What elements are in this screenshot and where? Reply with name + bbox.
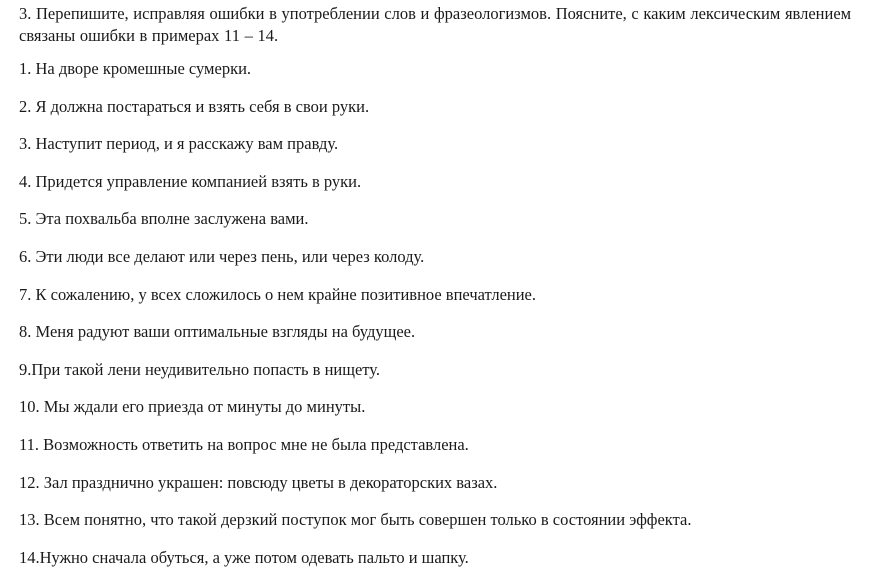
sentence-item-1: 1. На дворе кромешные сумерки.	[19, 59, 252, 78]
sentence-item-8: 8. Меня радуют ваши оптимальные взгляды на будущее.	[19, 322, 416, 342]
sentence-item-3: 3. Наступит период, и я расскажу вам правду.	[19, 134, 339, 154]
sentence-item-4: 4. Придется управление компанией взять в руки.	[19, 171, 362, 191]
sentence-item-2: 2. Я должна постараться и взять себя в свои руки.	[19, 96, 370, 116]
sentence-item-12: 12. Зал празднично украшен: повсюду цветы в декораторских вазах.	[19, 472, 498, 492]
sentence-list	[19, 58, 889, 569]
sentence-item-11: 11. Возможность ответить на вопрос мне не была представлена.	[19, 434, 469, 454]
sentence-item-7: 7. К сожалению, у всех сложилось о нем крайне позитивное впечатление.	[19, 284, 537, 304]
sentence-item-13: 13. Всем понятно, что такой дерзкий поступок мог быть совершен только в состоянии эффекта.	[19, 510, 692, 530]
sentence-item-5: 5. Эта похвальба вполне заслужена вами.	[19, 209, 309, 229]
sentence-item-14: 14.Нужно сначала обуться, а уже потом одевать пальто и шапку.	[19, 547, 469, 567]
document-page	[19, 3, 889, 584]
task-instruction: 3. Перепишите, исправляя ошибки в употреблении слов и фразеологизмов. Поясните, с каким лексическим явлением связаны ошибки в примерах 11 – 14.	[19, 4, 852, 45]
sentence-item-9: 9.При такой лени неудивительно попасть в нищету.	[19, 359, 380, 379]
sentence-item-10: 10. Мы ждали его приезда от минуты до минуты.	[19, 397, 366, 417]
sentence-item-6: 6. Эти люди все делают или через пень, или через колоду.	[19, 246, 425, 266]
